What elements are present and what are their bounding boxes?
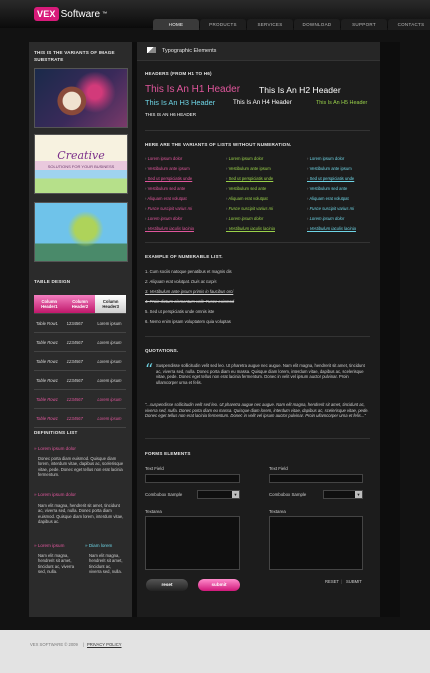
table-cell: 1234567 xyxy=(65,352,96,371)
table-row xyxy=(34,371,126,390)
nav-home[interactable]: HOME xyxy=(153,19,199,30)
list-item[interactable]: › Lorem ipsum dolor xyxy=(307,154,385,164)
blockquote-1: Suspendisse sollicitudin velit sed leo. Ut pharetra augue nec augue. Nam elit magna, hendrerit sit amet, tincidunt ac, viverra sed, nulla. Donec porta diam eu massa. Quisque diam lorem, interdum vitae, dapibus ac, scelerisque vitae, pede. Donec eget tellus non erat lacinia fermentum. Donec in velit vel ipsum auctor pulvinar. Proin ullamcorper urna et felis. xyxy=(156,363,365,385)
list-column-1 xyxy=(145,154,223,234)
def-desc-2: Nam elit magna, hendrerit sit amet, tincidunt ac, viverra sed, nulla. Donec porta diam euismod. Quisque diam lorem, interdum vitae, dapibus ac. xyxy=(38,503,124,524)
list-item[interactable]: › Vestibulum ante ipsum xyxy=(307,164,385,174)
def-term-text: Lorem ipsum dolor xyxy=(37,446,76,451)
quote-icon: “ xyxy=(145,360,154,379)
table-row xyxy=(34,314,126,333)
numbered-item[interactable]: 3. Vestibulum ante ipsum primis in faucibus orci xyxy=(145,289,234,294)
table-cell: 1234567 xyxy=(65,409,96,428)
logo[interactable] xyxy=(34,7,107,21)
combobox-label: Combobox Sample xyxy=(269,492,307,497)
link-separator: | xyxy=(341,579,343,584)
thumb-subtitle: SOLUTIONS FOR YOUR BUSINESS xyxy=(47,164,115,169)
list-item[interactable]: › Vestibulum ante ipsum xyxy=(226,164,304,174)
nav-support[interactable]: SUPPORT xyxy=(341,19,387,30)
def-term-text: Lorem ipsum xyxy=(37,543,65,548)
numbered-text: Aliquam erat volutpat. Duis ac turpis xyxy=(149,279,217,284)
table-cell: Table Row1 xyxy=(34,409,65,428)
table-cell: Table Row1 xyxy=(34,352,65,371)
table-header: Column Header2 xyxy=(65,295,96,314)
list-item[interactable]: › Lorem ipsum dolor xyxy=(145,214,223,224)
numbered-item: 1. Cum sociis natoque penatibus et magnis dis xyxy=(145,269,232,274)
numbered-text: Cum sociis natoque penatibus et magnis dis xyxy=(149,269,232,274)
substrate-image-3[interactable] xyxy=(34,202,128,262)
numbered-text: Vestibulum ante ipsum primis in faucibus orci xyxy=(149,289,234,294)
table-row xyxy=(34,409,126,428)
def-desc-3a: Nam elit magna, hendrerit sit amet, tincidunt ac, viverra sed, nulla. xyxy=(38,553,75,574)
def-term-text: Lorem ipsum dolor xyxy=(37,492,76,497)
substrate-image-2[interactable] xyxy=(34,134,128,194)
numbered-item: 4. Proin dictum elementum velit. Fusce euismod xyxy=(145,299,235,304)
table-cell: 1234567 xyxy=(65,371,96,390)
table-row xyxy=(34,333,126,352)
h5-sample: This Is An H5 Header xyxy=(316,100,368,106)
def-desc-1: Donec porta diam euismod. Quisque diam lorem, interdum vitae, dapibus ac, scelerisque vitae, pede. Donec eget tellus non erat lacinia fermentum. xyxy=(38,456,124,477)
text-field-label: Text Field xyxy=(269,466,288,471)
def-desc-3b: Nam elit magna, hendrerit sit amet, tincidunt ac, viverra sed, nulla. xyxy=(89,553,123,574)
text-field-input-2[interactable] xyxy=(269,474,363,483)
textarea-label: Textarea xyxy=(145,509,162,514)
reset-link[interactable]: RESET xyxy=(325,579,339,584)
blockquote-2: "...suspendisse sollicitudin velit sed leo. Ut pharetra augue nec augue. Nam elit magna, hendrerit sit amet, tincidunt ac, viverra sed, nulla. Donec porta diam eu massa. Quisque diam lorem, interdum vitae, dapibus ac, scelerisque vitae, pede. Donec eget tellus non erat lacinia fermentum. Donec in velit vel ipsum auctor pulvinar. Proin ullamcorper urna et felis..." xyxy=(145,402,369,419)
table-header: Column Header3 xyxy=(95,295,126,314)
combobox-label: Combobox Sample xyxy=(145,492,183,497)
design-table xyxy=(34,295,126,428)
table-header-row xyxy=(34,295,126,314)
list-column-2 xyxy=(226,154,304,234)
nav-download[interactable]: DOWNLOAD xyxy=(294,19,340,30)
list-item[interactable]: › Vestibulum sed ante xyxy=(226,184,304,194)
divider xyxy=(145,130,370,131)
thumb-title: Creative xyxy=(57,149,105,162)
list-item[interactable]: › Sed ut perspiciatis unde xyxy=(145,174,223,184)
list-item[interactable]: › Fusce suscipit varius mi xyxy=(226,204,304,214)
list-item[interactable]: › Aliquam erat volutpat xyxy=(145,194,223,204)
divider xyxy=(145,242,370,243)
list-item[interactable]: › Aliquam erat volutpat xyxy=(226,194,304,204)
def-term-3b[interactable]: » Diam lorem xyxy=(85,543,113,548)
pen-icon xyxy=(147,47,156,53)
h4-sample: This Is An H4 Header xyxy=(233,99,292,106)
h6-sample: THIS IS AN H6 HEADER xyxy=(145,112,197,117)
substrate-image-1[interactable] xyxy=(34,68,128,128)
list-item[interactable]: › Lorem ipsum dolor xyxy=(226,154,304,164)
main-nav xyxy=(153,19,430,30)
table-cell: Table Row1 xyxy=(34,371,65,390)
nav-contacts[interactable]: CONTACTS xyxy=(388,19,430,30)
footer xyxy=(0,630,430,673)
list-column-3 xyxy=(307,154,385,234)
list-item[interactable]: › Vestibulum iaculis lacinia xyxy=(226,224,304,234)
table-section-title: TABLE DESIGN xyxy=(34,279,71,284)
table-cell: Table Row1 xyxy=(34,333,65,352)
list-item[interactable]: › Vestibulum sed ante xyxy=(307,184,385,194)
list-item[interactable]: › Lorem ipsum dolor xyxy=(307,214,385,224)
content-title: Typographic Elements xyxy=(162,48,217,54)
numbered-text: Nemo enim ipsam voluptatem quia voluptas xyxy=(149,319,231,324)
list-item[interactable]: › Fusce suscipit varius mi xyxy=(307,204,385,214)
table-cell: 1234567 xyxy=(65,390,96,409)
quotations-title: QUOTATIONS. xyxy=(145,348,179,353)
textarea-label: Textarea xyxy=(269,509,286,514)
def-term-text: Diam lorem xyxy=(88,543,113,548)
list-item[interactable]: › Vestibulum iaculis lacinia xyxy=(145,224,223,234)
table-cell: Lorem ipsum xyxy=(95,352,126,371)
nav-services[interactable]: SERVICES xyxy=(247,19,293,30)
list-item[interactable]: › Vestibulum ante ipsum xyxy=(145,164,223,174)
logo-badge: VEX xyxy=(34,7,59,21)
list-item[interactable]: › Lorem ipsum dolor xyxy=(145,154,223,164)
h1-sample: This Is An H1 Header xyxy=(145,84,241,95)
combobox-1[interactable] xyxy=(197,490,240,499)
images-section-title: THIS IS THE VARIANTS OF IMAGE SUBSTRATE xyxy=(34,50,115,62)
forms-title: FORMS ELEMENTS xyxy=(145,451,191,456)
chevron-down-icon: ▼ xyxy=(356,492,361,497)
def-term-3a[interactable]: » Lorem ipsum xyxy=(34,543,65,548)
table-cell: Lorem ipsum xyxy=(95,371,126,390)
table-cell: Table Row1 xyxy=(34,390,65,409)
numbered-text: Sed ut perspiciatis unde omnis iste xyxy=(149,309,215,314)
table-row xyxy=(34,352,126,371)
headers-title: HEADERS (FROM H1 TO H6) xyxy=(145,71,212,76)
submit-button[interactable]: submit xyxy=(198,579,240,591)
divider xyxy=(145,438,370,439)
list-item[interactable]: › Sed ut perspiciatis unde xyxy=(307,174,385,184)
copyright: VEX SOFTWARE © 2009 xyxy=(30,642,78,647)
reset-button[interactable]: reset xyxy=(146,579,188,591)
logo-text: Software xyxy=(60,8,101,20)
def-term-2[interactable]: » Lorem ipsum dolor xyxy=(34,492,76,497)
chevron-down-icon: ▼ xyxy=(233,492,238,497)
nav-products[interactable]: PRODUCTS xyxy=(200,19,246,30)
numbered-list xyxy=(145,267,370,327)
list-item[interactable]: › Lorem ipsum dolor xyxy=(226,214,304,224)
divider xyxy=(145,336,370,337)
submit-link[interactable]: SUBMIT xyxy=(346,579,362,584)
list-item[interactable]: › Vestibulum iaculis lacinia xyxy=(307,224,385,234)
combobox-2[interactable] xyxy=(323,490,363,499)
privacy-policy-link[interactable]: PRIVACY POLICY xyxy=(87,642,122,647)
table-cell: 1234567 xyxy=(65,333,96,352)
list-item[interactable]: › Fusce suscipit varius mi xyxy=(145,204,223,214)
def-term-1[interactable]: » Lorem ipsum dolor xyxy=(34,446,76,451)
lists-title: HERE ARE THE VARIANTS OF LISTS WITHOUT NUMERATION. xyxy=(145,142,292,147)
table-cell: Table Row1 xyxy=(34,314,65,333)
logo-tm: ™ xyxy=(102,11,108,17)
text-field-input-1[interactable] xyxy=(145,474,240,483)
list-item[interactable]: › Sed ut perspiciatis unde xyxy=(226,174,304,184)
table-cell: Lorem ipsum xyxy=(95,314,126,333)
numbered-item: 2. Aliquam erat volutpat. Duis ac turpis xyxy=(145,279,217,284)
numbered-item: 5. Sed ut perspiciatis unde omnis iste xyxy=(145,309,215,314)
textarea-1[interactable] xyxy=(145,516,240,570)
h2-sample: This Is An H2 Header xyxy=(259,85,341,95)
table-cell: 1234567 xyxy=(65,314,96,333)
content-header xyxy=(137,42,380,61)
textarea-2[interactable] xyxy=(269,516,363,570)
numbered-title: EXAMPLE OF NUMERABLE LIST. xyxy=(145,254,223,259)
list-item[interactable]: › Vestibulum sed ante xyxy=(145,184,223,194)
table-row xyxy=(34,390,126,409)
numbered-text: Proin dictum elementum velit. Fusce euismod xyxy=(149,299,235,304)
text-field-label: Text Field xyxy=(145,466,164,471)
table-cell: Lorem ipsum xyxy=(95,333,126,352)
h3-sample: This Is An H3 Header xyxy=(145,98,216,107)
table-cell: Lorem ipsum xyxy=(95,409,126,428)
table-cell: Lorem ipsum xyxy=(95,390,126,409)
numbered-item: 6. Nemo enim ipsam voluptatem quia voluptas xyxy=(145,319,231,324)
definitions-title: DEFINITIONS LIST xyxy=(34,430,78,435)
list-item[interactable]: › Aliquam erat volutpat xyxy=(307,194,385,204)
footer-separator: | xyxy=(83,642,85,647)
table-header: Column Header1 xyxy=(34,295,65,314)
